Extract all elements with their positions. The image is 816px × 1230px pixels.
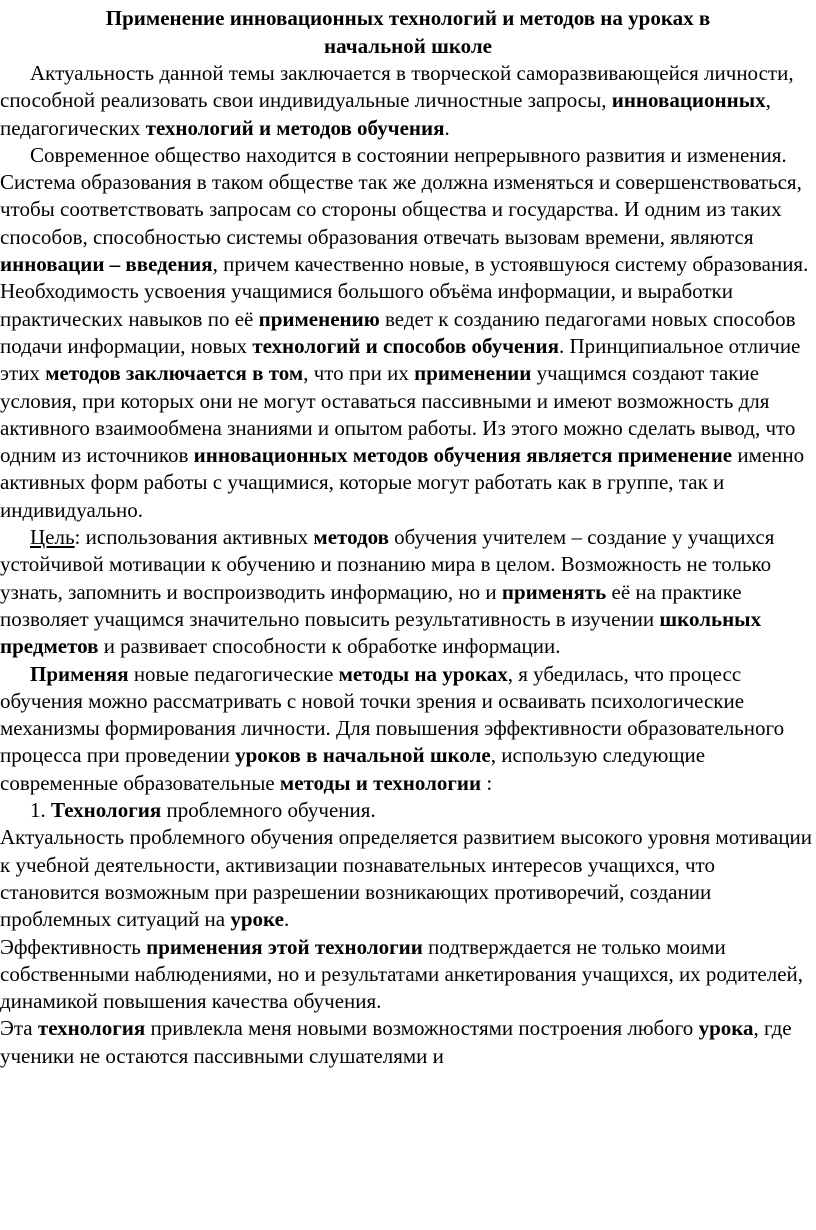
- text-run: : использования активных: [74, 525, 314, 550]
- text-run: подтверждается не только моими собственными наблюдениями, но и результатами анкетирования учащихся, их родителей, динамикой повышения качества обучения.: [0, 934, 804, 1014]
- text-run: , где ученики не остаются пассивными слушателями и: [0, 1016, 792, 1068]
- text-run: , педагогических: [0, 88, 771, 140]
- bold-run: технология: [37, 1016, 146, 1041]
- bold-run: методов заключается в том: [45, 361, 304, 386]
- bold-run: уроке: [230, 907, 284, 932]
- text-run: , использую следующие современные образовательные: [0, 743, 706, 795]
- bold-run: методы на уроках: [338, 661, 508, 686]
- list-item-1: [0, 797, 816, 824]
- bold-run: применения этой технологии: [146, 934, 423, 959]
- paragraph-problem-learning: [0, 824, 816, 933]
- text-run: Актуальность данной темы заключается в творческой саморазвивающейся личности, способной реализовать свои индивидуальные личностные запросы,: [0, 61, 794, 113]
- bold-run: применять: [501, 579, 607, 604]
- bold-run: уроков в начальной школе: [235, 743, 491, 768]
- bold-run: Применяя: [30, 661, 129, 686]
- text-run: , причем качественно новые, в устоявшуюся систему образования. Необходимость усвоения учащимися большого объёма информации, и выработки практических навыков по её: [0, 252, 809, 331]
- underlined-run: Цель: [30, 525, 75, 550]
- text-run: новые педагогические: [128, 661, 339, 686]
- bold-run: применении: [414, 361, 532, 386]
- text-run: Актуальность проблемного обучения определяется развитием высокого уровня мотивации к учебной деятельности, активизации познавательных интересов учащихся, что становится возможным при разрешении возникающих противоречий, создании проблемных ситуаций на: [0, 825, 813, 932]
- text-run: Эффективность: [0, 934, 147, 959]
- bold-run: технологий и методов обучения: [145, 115, 445, 140]
- text-run: .: [444, 115, 450, 140]
- bold-run: инновационных методов обучения является применение: [193, 443, 733, 468]
- text-run: Современное общество находится в состоянии непрерывного развития и изменения. Система образования в таком обществе так же должна изменяться и совершенствоваться, чтобы соответствовать запросам со стороны общества и государства. И одним из таких способов, способностью системы образования отвечать вызовам времени, являются: [0, 142, 802, 249]
- text-run: Эта: [0, 1016, 38, 1041]
- document-title: [0, 2, 816, 60]
- title-line-2: начальной школе: [324, 34, 492, 58]
- bold-run: методов: [313, 525, 389, 550]
- bold-run: школьных предметов: [0, 606, 762, 659]
- paragraph-effectiveness: [0, 934, 816, 1016]
- list-number: 1.: [30, 798, 51, 823]
- text-run: учащимся создают такие условия, при которых они не могут оставаться пассивными и имеют возможность для активного взаимообмена знаниями и опытом работы. Из этого можно сделать вывод, что одним из источников: [0, 361, 796, 468]
- bold-run: методы и технологии: [279, 770, 482, 795]
- bold-run: инновации – введения: [0, 252, 213, 277]
- bold-run: Технология: [51, 798, 162, 823]
- text-run: , что при их: [303, 361, 415, 386]
- paragraph-methods: [0, 661, 816, 797]
- text-run: проблемного обучения.: [161, 798, 376, 823]
- bold-run: урока: [698, 1016, 754, 1041]
- text-run: обучения учителем – создание у учащихся устойчивой мотивации к обучению и познанию мира в целом. Возможность не только узнать, запомнить и воспроизводить информацию, но и: [0, 525, 775, 604]
- title-line-1: Применение инновационных технологий и методов на уроках в: [105, 6, 711, 30]
- paragraph-intro: [0, 60, 816, 142]
- text-run: её на практике позволяет учащимся значительно повысить результативность в изучении: [0, 579, 742, 631]
- text-run: :: [481, 770, 493, 795]
- text-run: . Принципиальное отличие этих: [0, 333, 801, 386]
- text-run: и развивает способности к обработке информации.: [98, 634, 561, 659]
- text-run: .: [283, 907, 290, 932]
- bold-run: технологий и способов обучения: [252, 333, 559, 358]
- text-run: ведет к созданию педагогами новых способов подачи информации, новых: [0, 306, 796, 358]
- paragraph-technology: [0, 1015, 816, 1070]
- bold-run: инновационных: [611, 88, 766, 113]
- text-run: , я убедилась, что процесс обучения можно рассматривать с новой точки зрения и осваивать психологические механизмы формирования личности. Для повышения эффективности образовательного процесса при проведении: [0, 661, 785, 768]
- paragraph-goal: [0, 524, 816, 660]
- text-run: именно активных форм работы с учащимися, которые могут работать как в группе, так и индивидуально.: [0, 443, 805, 522]
- bold-run: применению: [258, 306, 380, 331]
- text-run: привлекла меня новыми возможностями построения любого: [145, 1016, 699, 1041]
- paragraph-society: [0, 142, 816, 524]
